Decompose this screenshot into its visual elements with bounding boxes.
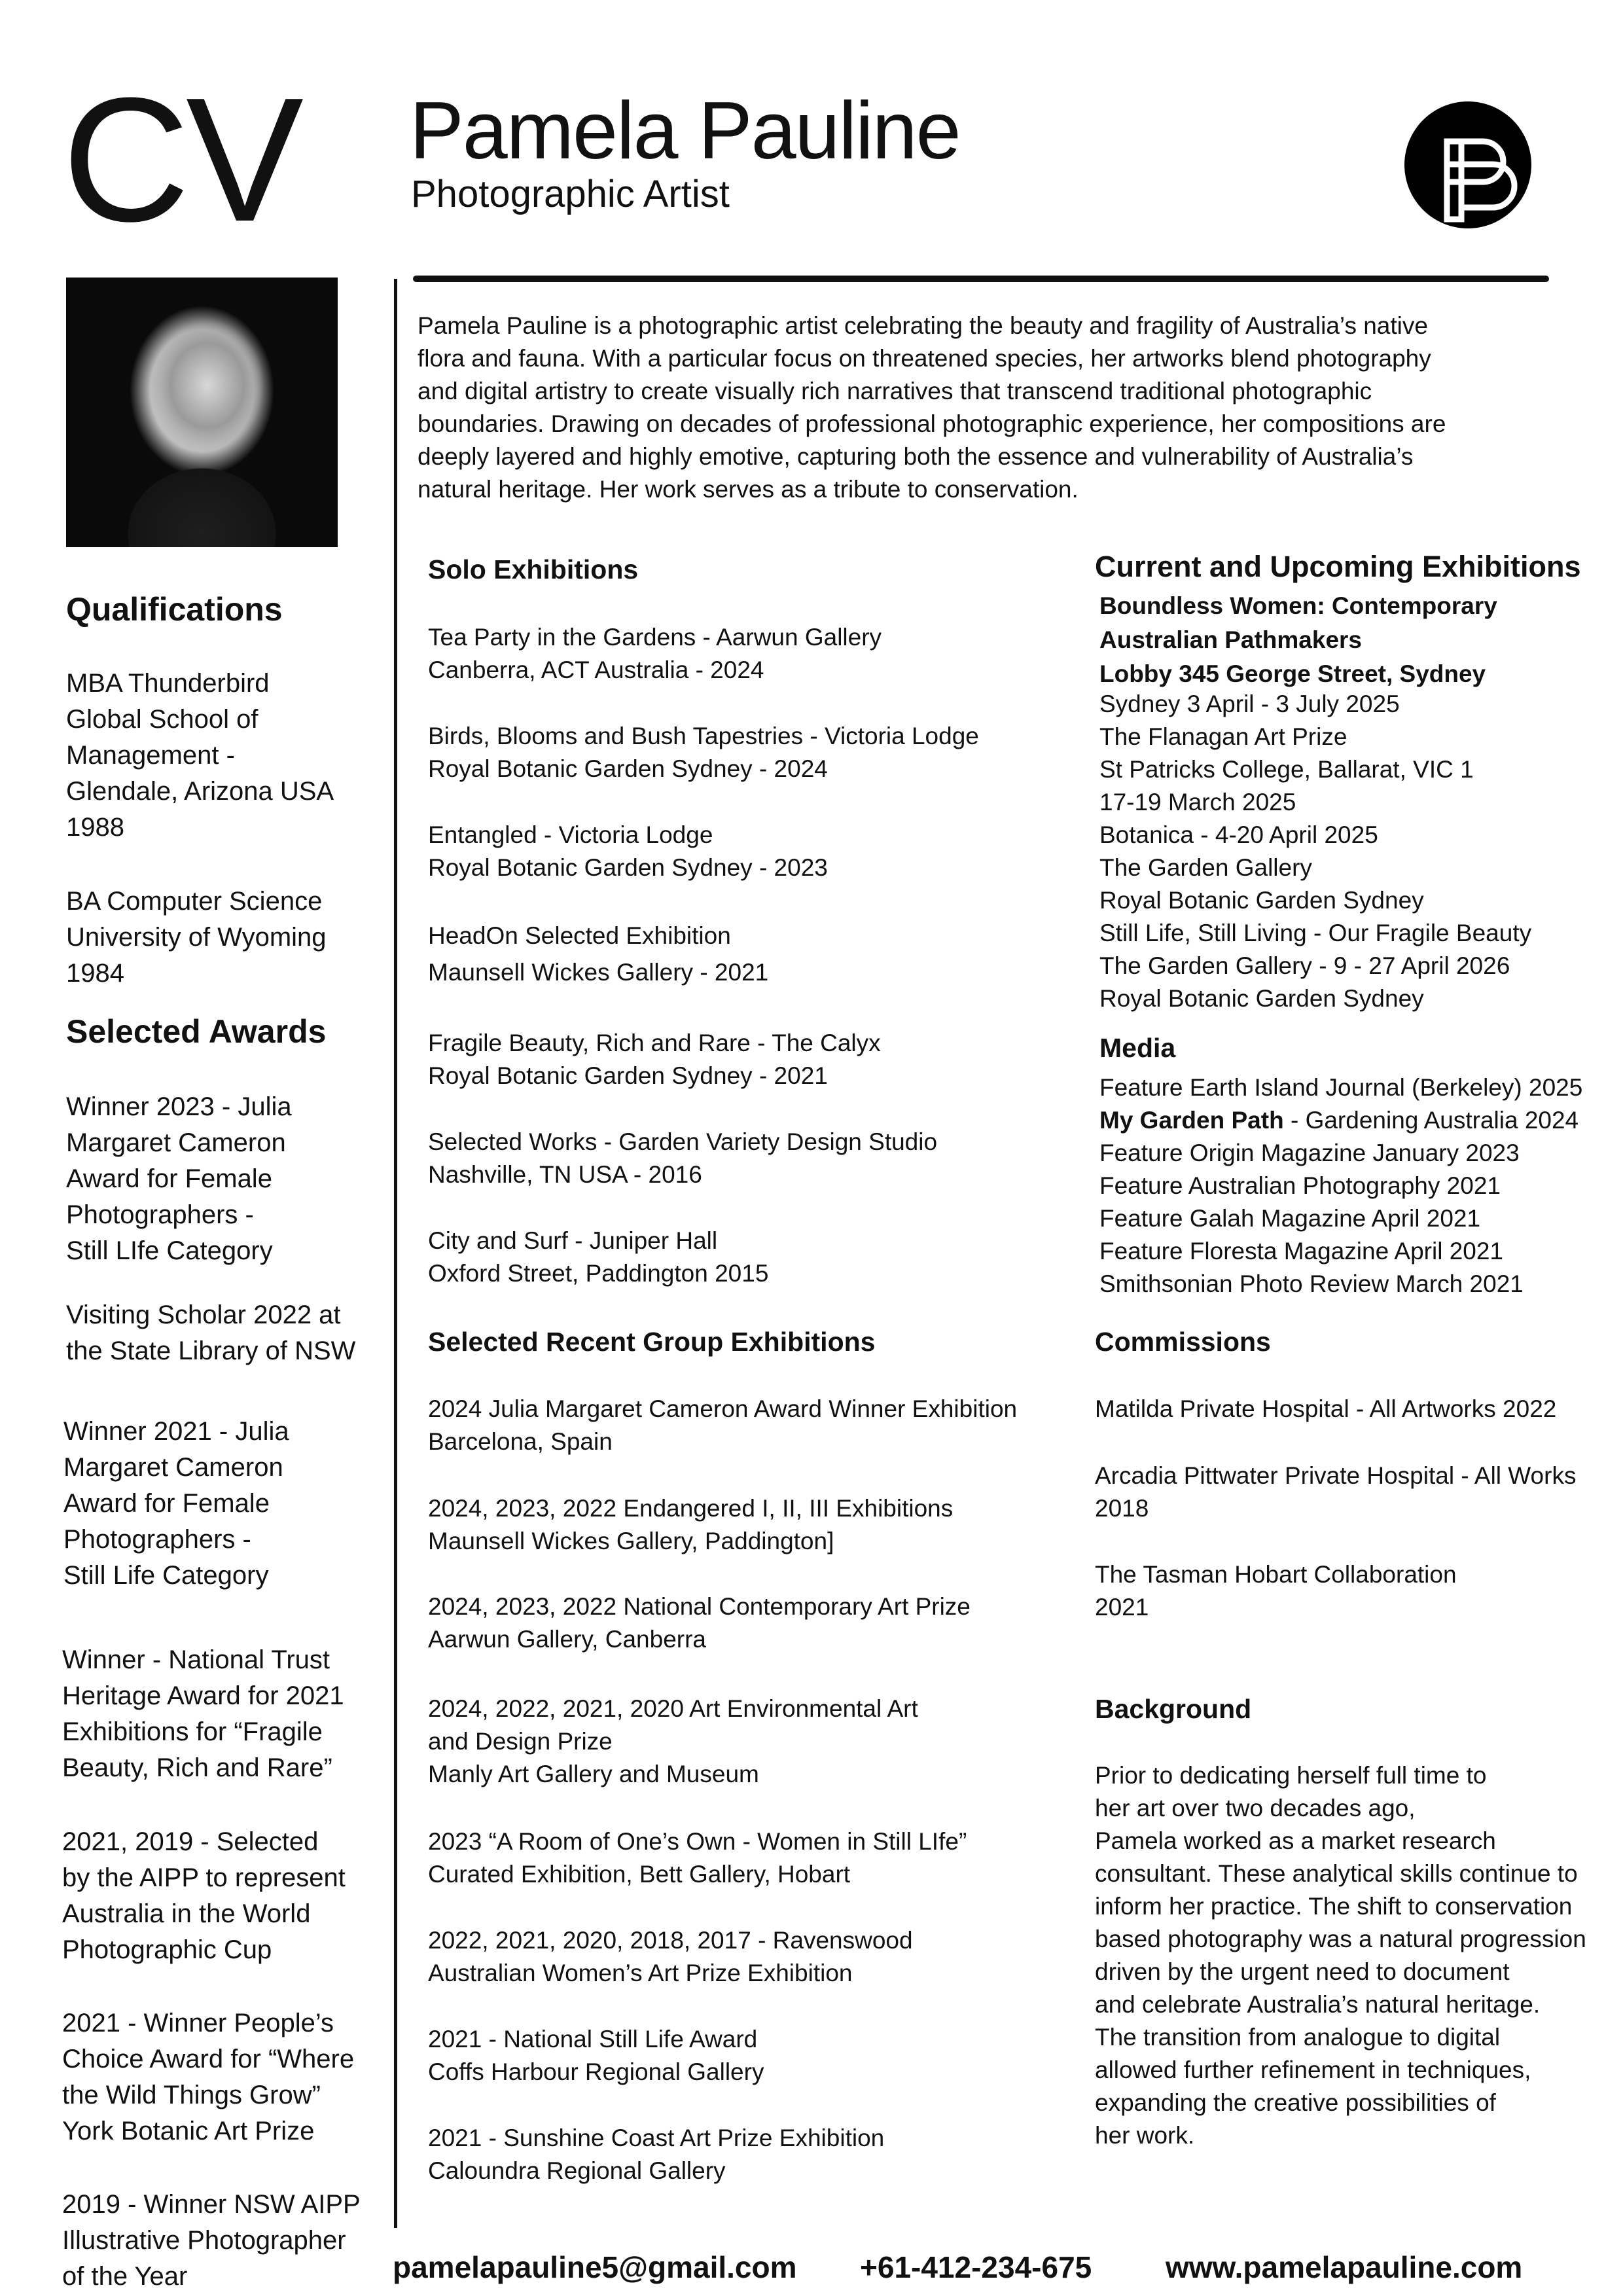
line: Photographic Cup <box>62 1935 272 1964</box>
line: 17-19 March 2025 <box>1099 789 1296 816</box>
line: 2021 - Winner People’s <box>62 2009 334 2037</box>
line: driven by the urgent need to document <box>1095 1958 1510 1985</box>
line: her work. <box>1095 2122 1195 2149</box>
bio-line: boundaries. Drawing on decades of professional photographic experience, her compositions are <box>418 410 1446 437</box>
line: Glendale, Arizona USA <box>66 777 334 806</box>
line: Illustrative Photographer <box>62 2226 346 2255</box>
line: expanding the creative possibilities of <box>1095 2089 1496 2116</box>
line: Tea Party in the Gardens - Aarwun Gallery <box>428 624 882 651</box>
line: St Patricks College, Ballarat, VIC 1 <box>1099 756 1474 783</box>
line: Feature Australian Photography 2021 <box>1099 1172 1501 1199</box>
award-item <box>62 1824 346 1968</box>
line: Pamela worked as a market research <box>1095 1827 1496 1854</box>
line: Matilda Private Hospital - All Artworks 2022 <box>1095 1395 1557 1422</box>
group-exhibitions-heading: Selected Recent Group Exhibitions <box>428 1327 876 1357</box>
bio-line: natural heritage. Her work serves as a tribute to conservation. <box>418 476 1079 503</box>
group-exhibition-item <box>428 1924 913 1990</box>
line: City and Surf - Juniper Hall <box>428 1227 718 1254</box>
commission-item <box>1095 1558 1457 1624</box>
line: Visiting Scholar 2022 at <box>66 1300 341 1329</box>
line: Barcelona, Spain <box>428 1428 613 1455</box>
line: Australia in the World <box>62 1899 311 1928</box>
commission-item <box>1095 1393 1556 1426</box>
current-exhibitions-heading: Current and Upcoming Exhibitions <box>1095 550 1581 583</box>
line: Photographers - <box>63 1525 251 1554</box>
line: Caloundra Regional Gallery <box>428 2157 726 2184</box>
solo-exhibitions-heading: Solo Exhibitions <box>428 554 639 584</box>
group-exhibition-item <box>428 2023 764 2089</box>
line: Global School of <box>66 705 259 734</box>
line: Fragile Beauty, Rich and Rare - The Calyx <box>428 1030 881 1056</box>
award-item <box>62 2005 354 2149</box>
group-exhibition-item <box>428 1825 967 1891</box>
line: 2019 - Winner NSW AIPP <box>62 2190 361 2219</box>
line: 2024 Julia Margaret Cameron Award Winner Exhibition <box>428 1395 1018 1422</box>
line: Royal Botanic Garden Sydney - 2023 <box>428 854 828 881</box>
column-divider <box>394 279 397 2228</box>
line: Winner 2023 - Julia <box>66 1092 292 1121</box>
line: The Tasman Hobart Collaboration <box>1095 1561 1457 1588</box>
group-exhibition-item <box>428 1393 1017 1458</box>
current-exhibition-list <box>1099 688 1531 1015</box>
award-item <box>66 1297 355 1369</box>
line: 2024, 2022, 2021, 2020 Art Environmental Art <box>428 1695 918 1722</box>
line: 2023 “A Room of One’s Own - Women in Still LIfe” <box>428 1828 967 1855</box>
line: Australian Pathmakers <box>1099 626 1363 653</box>
artist-name: Pamela Pauline <box>410 86 960 176</box>
line: Feature Origin Magazine January 2023 <box>1099 1139 1520 1166</box>
line: Photographers - <box>66 1200 254 1229</box>
line: The Flanagan Art Prize <box>1099 723 1347 750</box>
line: Sydney 3 April - 3 July 2025 <box>1099 691 1400 717</box>
line: and Design Prize <box>428 1728 613 1755</box>
line: Nashville, TN USA - 2016 <box>428 1161 702 1188</box>
line: Still Life Category <box>63 1561 269 1590</box>
line: inform her practice. The shift to conservation <box>1095 1893 1573 1920</box>
line: Exhibitions for “Fragile <box>62 1717 323 1746</box>
footer-email[interactable]: pamelapauline5@gmail.com <box>393 2250 797 2284</box>
line: the State Library of NSW <box>66 1336 356 1365</box>
line: Heritage Award for 2021 <box>62 1681 344 1710</box>
group-exhibition-item <box>428 2122 884 2187</box>
solo-exhibition-item <box>428 1225 768 1290</box>
group-exhibition-item <box>428 1590 971 1656</box>
bio-line: Pamela Pauline is a photographic artist celebrating the beauty and fragility of Australia’s native <box>418 312 1428 339</box>
qualification-item <box>66 884 327 992</box>
bio-paragraph <box>418 310 1446 506</box>
line: 2021 - National Still Life Award <box>428 2026 758 2053</box>
line: Prior to dedicating herself full time to <box>1095 1762 1487 1789</box>
line: Canberra, ACT Australia - 2024 <box>428 656 764 683</box>
line: by the AIPP to represent <box>62 1863 346 1892</box>
line: Management - <box>66 741 235 770</box>
solo-exhibition-item <box>428 621 882 687</box>
line: Winner - National Trust <box>62 1645 330 1674</box>
line: York Botanic Art Prize <box>62 2117 315 2145</box>
award-item <box>66 1089 292 1269</box>
line: and celebrate Australia’s natural heritage. <box>1095 1991 1541 2018</box>
pp-logo-icon <box>1404 101 1531 228</box>
line: Selected Works - Garden Variety Design Studio <box>428 1128 938 1155</box>
media-heading: Media <box>1099 1033 1176 1063</box>
line: Australian Women’s Art Prize Exhibition <box>428 1960 853 1986</box>
line: Maunsell Wickes Gallery, Paddington] <box>428 1528 834 1554</box>
line: Royal Botanic Garden Sydney - 2021 <box>428 1062 828 1089</box>
group-exhibition-item <box>428 1492 953 1558</box>
line: The Garden Gallery <box>1099 854 1312 881</box>
line: BA Computer Science <box>66 887 323 916</box>
line: Margaret Cameron <box>63 1453 283 1482</box>
line: Lobby 345 George Street, Sydney <box>1099 660 1486 687</box>
line: Oxford Street, Paddington 2015 <box>428 1260 769 1287</box>
line: Curated Exhibition, Bett Gallery, Hobart <box>428 1861 851 1888</box>
line: Still LIfe Category <box>66 1236 273 1265</box>
line: Margaret Cameron <box>66 1128 286 1157</box>
background-paragraph <box>1095 1759 1586 2152</box>
awards-heading: Selected Awards <box>66 1013 327 1050</box>
group-exhibition-item <box>428 1693 918 1791</box>
line: Feature Earth Island Journal (Berkeley) 2025 <box>1099 1074 1583 1101</box>
line: Feature Floresta Magazine April 2021 <box>1099 1238 1504 1265</box>
solo-exhibition-item <box>428 1027 881 1092</box>
line: Award for Female <box>63 1489 270 1518</box>
line: Birds, Blooms and Bush Tapestries - Victoria Lodge <box>428 723 979 749</box>
background-heading: Background <box>1095 1694 1252 1724</box>
bio-line: and digital artistry to create visually rich narratives that transcend traditional photographic <box>418 378 1372 404</box>
line: University of Wyoming <box>66 923 327 952</box>
qualification-item <box>66 666 334 846</box>
line: consultant. These analytical skills continue to <box>1095 1860 1578 1887</box>
line: Beauty, Rich and Rare” <box>62 1753 332 1782</box>
line: Arcadia Pittwater Private Hospital - All Works <box>1095 1462 1577 1489</box>
line: 2021 - Sunshine Coast Art Prize Exhibition <box>428 2125 885 2151</box>
line: 2021 <box>1095 1594 1149 1621</box>
line: Manly Art Gallery and Museum <box>428 1761 759 1787</box>
line: The transition from analogue to digital <box>1095 2024 1501 2051</box>
award-item <box>63 1414 289 1594</box>
line: Award for Female <box>66 1164 272 1193</box>
media-title-bold: My Garden Path <box>1099 1107 1284 1134</box>
solo-exhibition-item <box>428 918 768 991</box>
bio-line: flora and fauna. With a particular focus on threatened species, her artworks blend photography <box>418 345 1431 372</box>
line: 2022, 2021, 2020, 2018, 2017 - Ravenswood <box>428 1927 913 1954</box>
line: HeadOn Selected Exhibition <box>428 922 731 949</box>
line: allowed further refinement in techniques, <box>1095 2056 1531 2083</box>
line: Winner 2021 - Julia <box>63 1417 289 1446</box>
line: 2018 <box>1095 1495 1149 1522</box>
line: Aarwun Gallery, Canberra <box>428 1626 706 1653</box>
cv-title: CV <box>62 62 300 259</box>
solo-exhibition-item <box>428 819 828 884</box>
line: Maunsell Wickes Gallery - 2021 <box>428 959 769 986</box>
line: 2021, 2019 - Selected <box>62 1827 319 1856</box>
line: Royal Botanic Garden Sydney <box>1099 887 1424 914</box>
line: Boundless Women: Contemporary <box>1099 592 1497 619</box>
line: Entangled - Victoria Lodge <box>428 821 713 848</box>
portrait-photo <box>66 278 338 547</box>
line: her art over two decades ago, <box>1095 1795 1416 1821</box>
bio-line: deeply layered and highly emotive, capturing both the essence and vulnerability of Australia’s <box>418 443 1414 470</box>
line: Coffs Harbour Regional Gallery <box>428 2058 764 2085</box>
line: Smithsonian Photo Review March 2021 <box>1099 1270 1524 1297</box>
current-exhibition-feature <box>1099 589 1497 691</box>
line: 2024, 2023, 2022 Endangered I, II, III Exhibitions <box>428 1495 954 1522</box>
line: MBA Thunderbird <box>66 669 270 698</box>
line: of the Year <box>62 2262 188 2291</box>
footer-phone[interactable]: +61-412-234-675 <box>860 2250 1092 2284</box>
award-item <box>62 2187 361 2295</box>
line <box>1099 1104 1582 1137</box>
commission-item <box>1095 1460 1576 1525</box>
footer-website[interactable]: www.pamelapauline.com <box>1166 2250 1523 2284</box>
line: 2024, 2023, 2022 National Contemporary Art Prize <box>428 1593 971 1620</box>
line: 1988 <box>66 813 124 842</box>
solo-exhibition-item <box>428 720 979 785</box>
award-item <box>62 1642 344 1786</box>
line: Feature Galah Magazine April 2021 <box>1099 1205 1481 1232</box>
commissions-heading: Commissions <box>1095 1327 1271 1357</box>
line: Royal Botanic Garden Sydney - 2024 <box>428 755 828 782</box>
qualifications-heading: Qualifications <box>66 591 283 628</box>
line: Still Life, Still Living - Our Fragile Beauty <box>1099 920 1532 946</box>
line: 1984 <box>66 959 124 988</box>
line: the Wild Things Grow” <box>62 2081 321 2109</box>
solo-exhibition-item <box>428 1126 937 1191</box>
line: Royal Botanic Garden Sydney <box>1099 985 1424 1012</box>
header-divider <box>413 276 1549 282</box>
line: Choice Award for “Where <box>62 2045 355 2073</box>
line: based photography was a natural progression <box>1095 1926 1586 1952</box>
artist-role: Photographic Artist <box>411 173 730 215</box>
media-detail: - Gardening Australia 2024 <box>1283 1107 1579 1134</box>
media-list <box>1099 1071 1582 1300</box>
line: The Garden Gallery - 9 - 27 April 2026 <box>1099 952 1510 979</box>
line: Botanica - 4-20 April 2025 <box>1099 821 1378 848</box>
